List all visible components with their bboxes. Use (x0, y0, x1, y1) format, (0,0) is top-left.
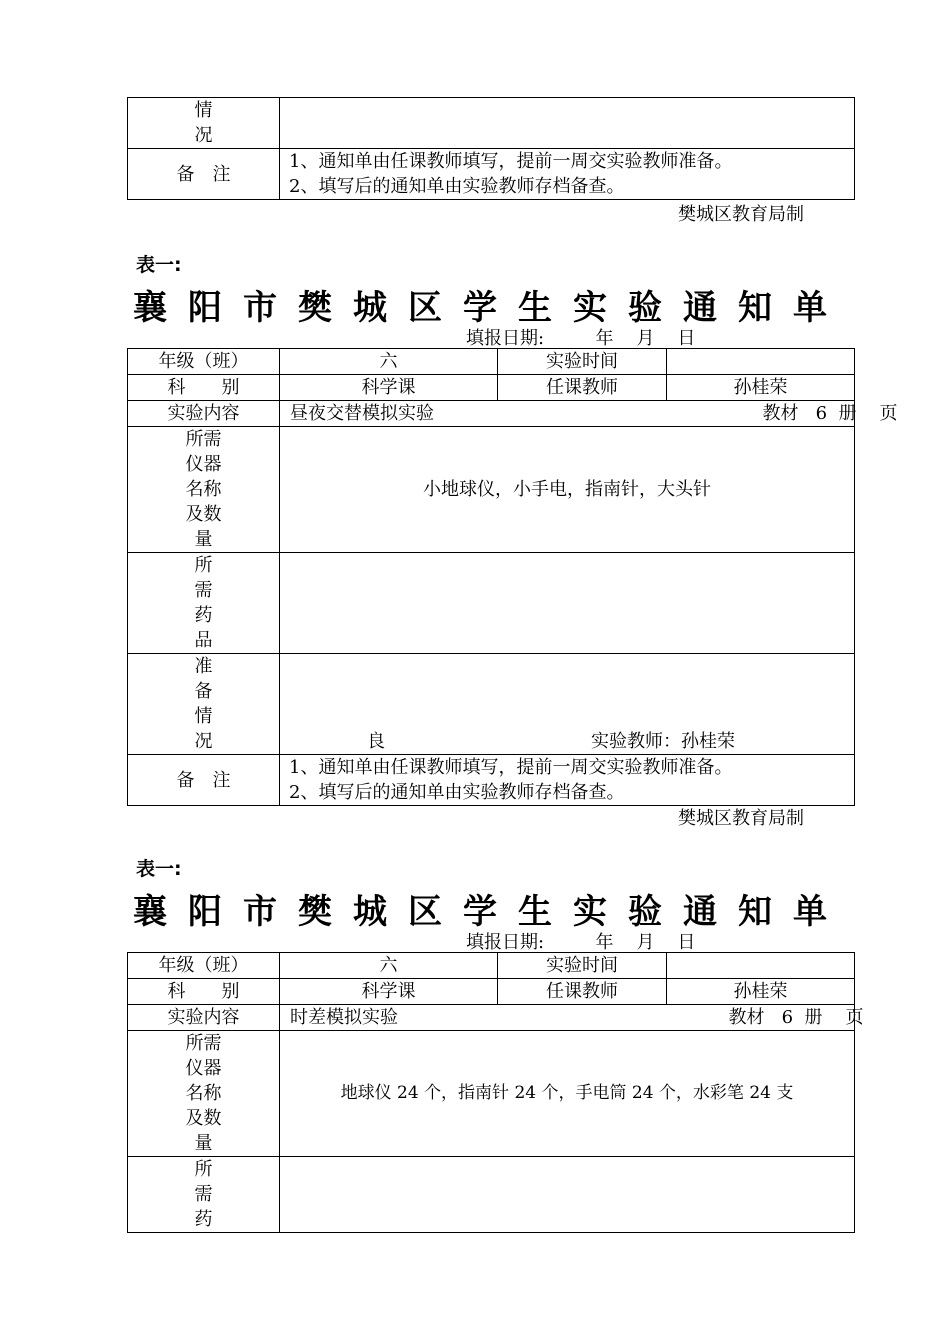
instruments-value: 地球仪 24 个，指南针 24 个，手电筒 24 个，水彩笔 24 支 (280, 1031, 855, 1157)
footer-issuer: 樊城区教育局制 (678, 204, 804, 225)
subject-value: 科学课 (280, 375, 498, 401)
label-char: 名称 (185, 479, 222, 500)
grade-label: 年级（班） (128, 953, 280, 979)
grade-label: 年级（班） (128, 349, 280, 375)
label-char: 需 (194, 580, 213, 601)
prep-label-char: 情 (194, 100, 213, 121)
subject-label: 科 别 (128, 375, 280, 401)
textbook-info: 教材 6 册 页 (728, 1007, 864, 1028)
instruments-value: 小地球仪，小手电，指南针，大头针 (280, 427, 855, 553)
chemicals-value (280, 553, 855, 654)
label-char: 及数 (185, 504, 222, 525)
teacher-value: 孙桂荣 (667, 375, 855, 401)
content-value-cell (280, 401, 898, 427)
label-char: 量 (194, 529, 213, 550)
label-char: 准 (194, 656, 213, 677)
remarks-text (280, 755, 855, 806)
notice-form-1 (127, 348, 898, 806)
prep-value-cell (280, 654, 855, 755)
remarks-label: 备 注 (128, 149, 280, 200)
prep-label-char: 况 (194, 125, 213, 146)
remarks-line: 1、通知单由任课教师填写，提前一周交实验教师准备。 (289, 757, 733, 778)
label-char: 所 (194, 1159, 213, 1180)
label-char: 及数 (185, 1108, 222, 1129)
prep-value (280, 98, 855, 149)
label-char: 备 (194, 681, 213, 702)
label-char: 药 (194, 605, 213, 626)
label-char: 情 (194, 706, 213, 727)
grade-value: 六 (280, 349, 498, 375)
notice-form-2 (127, 952, 864, 1233)
chemicals-label (128, 1157, 280, 1233)
label-char: 况 (194, 731, 213, 752)
form-title: 襄阳市樊城区学生实验通知单 (133, 892, 848, 932)
table-label: 表一: (136, 254, 182, 276)
prep-label (128, 654, 280, 755)
teacher-value: 孙桂荣 (667, 979, 855, 1005)
subject-value: 科学课 (280, 979, 498, 1005)
teacher-label: 任课教师 (498, 979, 667, 1005)
label-char: 需 (194, 1184, 213, 1205)
prep-value: 良 (367, 731, 385, 752)
content-value: 时差模拟实验 (290, 1007, 398, 1028)
prep-label (128, 98, 280, 149)
time-value (667, 349, 855, 375)
instruments-label (128, 1031, 280, 1157)
top-fragment-table (127, 97, 855, 200)
time-label: 实验时间 (498, 349, 667, 375)
label-char: 所需 (185, 1033, 222, 1054)
textbook-info: 教材 6 册 页 (762, 403, 898, 424)
label-char: 品 (194, 630, 213, 651)
instruments-label (128, 427, 280, 553)
chemicals-label (128, 553, 280, 654)
label-char: 名称 (185, 1083, 222, 1104)
content-label: 实验内容 (128, 401, 280, 427)
time-label: 实验时间 (498, 953, 667, 979)
label-char: 仪器 (185, 1058, 222, 1079)
remarks-line: 1、通知单由任课教师填写，提前一周交实验教师准备。 (289, 151, 733, 172)
subject-label: 科 别 (128, 979, 280, 1005)
label-char: 药 (194, 1209, 213, 1230)
chemicals-value (280, 1157, 855, 1233)
remarks-text (280, 149, 855, 200)
time-value (667, 953, 855, 979)
lab-teacher: 实验教师：孙桂荣 (591, 731, 735, 752)
table-label: 表一: (136, 858, 182, 880)
remarks-line: 2、填写后的通知单由实验教师存档备查。 (289, 176, 625, 197)
grade-value: 六 (280, 953, 498, 979)
remarks-label: 备 注 (128, 755, 280, 806)
fill-date: 填报日期: 年 月 日 (466, 932, 696, 953)
label-char: 所 (194, 555, 213, 576)
content-label: 实验内容 (128, 1005, 280, 1031)
footer-issuer: 樊城区教育局制 (678, 808, 804, 829)
fill-date: 填报日期: 年 月 日 (466, 328, 696, 349)
label-char: 仪器 (185, 454, 222, 475)
content-value: 昼夜交替模拟实验 (290, 403, 434, 424)
form-title: 襄阳市樊城区学生实验通知单 (133, 288, 848, 328)
teacher-label: 任课教师 (498, 375, 667, 401)
label-char: 所需 (185, 429, 222, 450)
remarks-line: 2、填写后的通知单由实验教师存档备查。 (289, 782, 625, 803)
content-value-cell (280, 1005, 864, 1031)
label-char: 量 (194, 1133, 213, 1154)
